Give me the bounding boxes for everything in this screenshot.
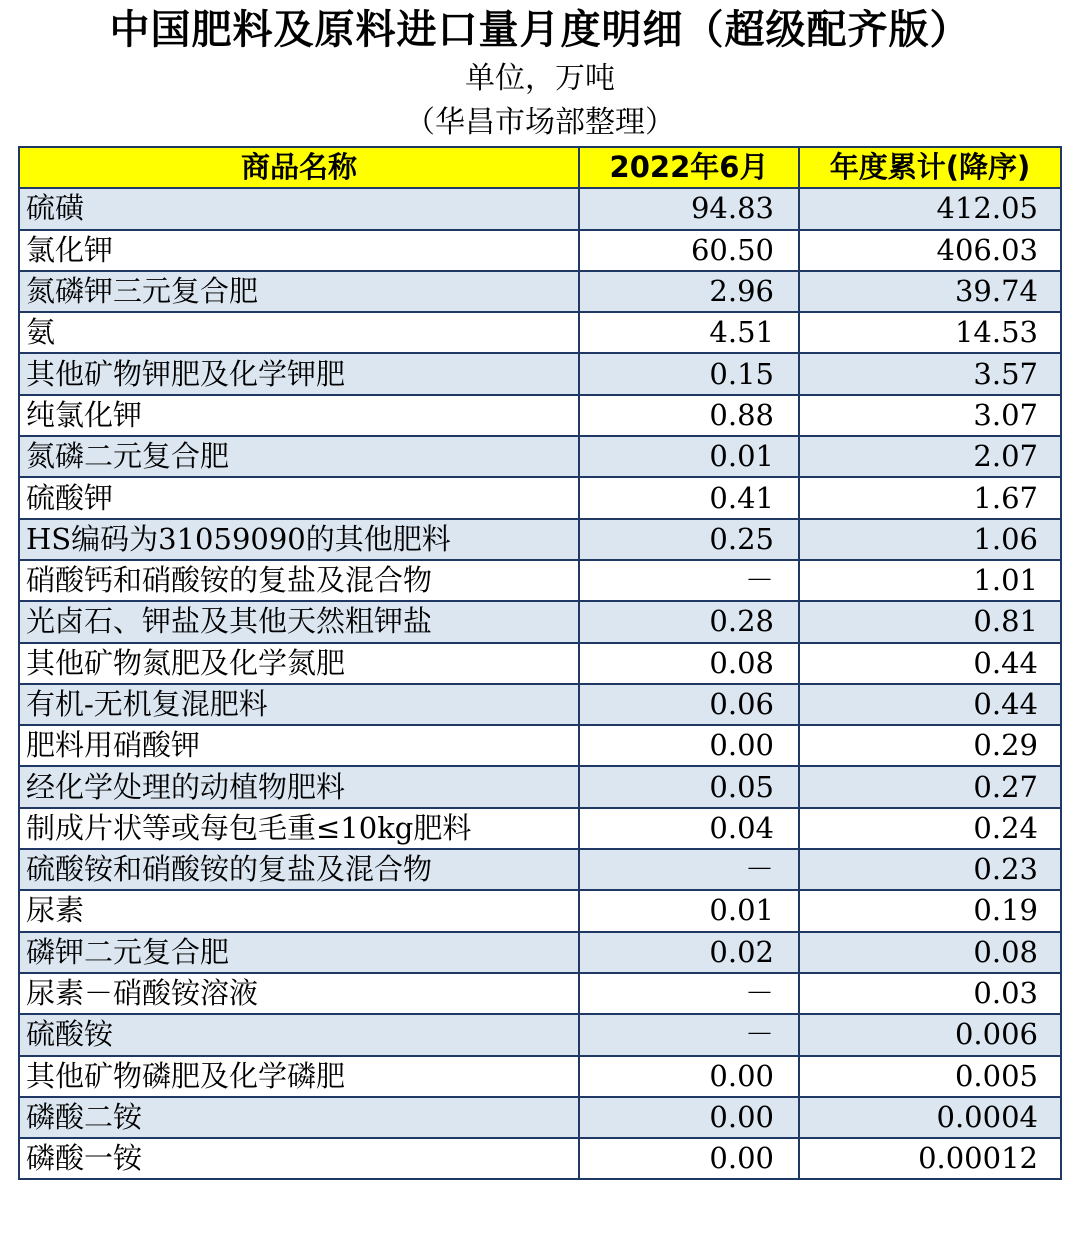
ytd-value-cell: 14.53	[799, 312, 1061, 353]
product-name-cell: 尿素	[19, 890, 579, 931]
ytd-value-cell: 0.27	[799, 766, 1061, 807]
ytd-value-cell: 412.05	[799, 188, 1061, 229]
table-row	[19, 436, 1061, 477]
month-value-cell: 0.01	[579, 436, 799, 477]
month-value-cell: －	[579, 1014, 799, 1055]
unit-label: 单位，万吨	[465, 61, 615, 96]
product-name-cell: 硫酸铵	[19, 1014, 579, 1055]
month-value-cell: 4.51	[579, 312, 799, 353]
ytd-value-cell: 0.00012	[799, 1138, 1061, 1179]
table-row	[19, 973, 1061, 1014]
month-value-cell: 0.41	[579, 477, 799, 518]
ytd-value-cell: 0.08	[799, 932, 1061, 973]
ytd-value-cell: 0.19	[799, 890, 1061, 931]
month-value-cell: －	[579, 973, 799, 1014]
product-name-cell: 氮磷二元复合肥	[19, 436, 579, 477]
source-label: （华昌市场部整理）	[405, 105, 675, 140]
product-name-cell: 硫酸铵和硝酸铵的复盐及混合物	[19, 849, 579, 890]
product-name-cell: 光卤石、钾盐及其他天然粗钾盐	[19, 601, 579, 642]
table-row	[19, 519, 1061, 560]
table-row	[19, 271, 1061, 312]
ytd-value-cell: 3.57	[799, 353, 1061, 394]
table-row	[19, 312, 1061, 353]
table-row	[19, 725, 1061, 766]
month-value-cell: 0.88	[579, 395, 799, 436]
product-name-cell: 纯氯化钾	[19, 395, 579, 436]
ytd-value-cell: 0.81	[799, 601, 1061, 642]
table-row	[19, 684, 1061, 725]
ytd-value-cell: 1.06	[799, 519, 1061, 560]
ytd-value-cell: 0.005	[799, 1056, 1061, 1097]
table-row	[19, 1056, 1061, 1097]
table-row	[19, 188, 1061, 229]
month-value-cell: 2.96	[579, 271, 799, 312]
header-ytd: 年度累计(降序)	[799, 147, 1061, 188]
month-value-cell: 60.50	[579, 230, 799, 271]
product-name-cell: 硝酸钙和硝酸铵的复盐及混合物	[19, 560, 579, 601]
ytd-value-cell: 1.67	[799, 477, 1061, 518]
ytd-value-cell: 0.24	[799, 808, 1061, 849]
month-value-cell: 0.00	[579, 1056, 799, 1097]
table-row	[19, 477, 1061, 518]
table-row	[19, 1097, 1061, 1138]
product-name-cell: 其他矿物钾肥及化学钾肥	[19, 353, 579, 394]
ytd-value-cell: 0.03	[799, 973, 1061, 1014]
table-row	[19, 560, 1061, 601]
table-row	[19, 601, 1061, 642]
product-name-cell: 氮磷钾三元复合肥	[19, 271, 579, 312]
month-value-cell: －	[579, 849, 799, 890]
ytd-value-cell: 0.44	[799, 684, 1061, 725]
table-body	[19, 188, 1061, 1179]
product-name-cell: 磷酸二铵	[19, 1097, 579, 1138]
month-value-cell: 0.15	[579, 353, 799, 394]
product-name-cell: 硫磺	[19, 188, 579, 229]
header-product-name: 商品名称	[19, 147, 579, 188]
month-value-cell: 0.04	[579, 808, 799, 849]
table-row	[19, 1014, 1061, 1055]
table-row	[19, 643, 1061, 684]
month-value-cell: 0.28	[579, 601, 799, 642]
import-volume-table	[18, 146, 1062, 1180]
table-row	[19, 1138, 1061, 1179]
month-value-cell: 0.06	[579, 684, 799, 725]
table-row	[19, 932, 1061, 973]
product-name-cell: 磷酸一铵	[19, 1138, 579, 1179]
month-value-cell: 0.08	[579, 643, 799, 684]
product-name-cell: 经化学处理的动植物肥料	[19, 766, 579, 807]
product-name-cell: HS编码为31059090的其他肥料	[19, 519, 579, 560]
table-row	[19, 766, 1061, 807]
ytd-value-cell: 0.29	[799, 725, 1061, 766]
product-name-cell: 有机-无机复混肥料	[19, 684, 579, 725]
product-name-cell: 制成片状等或每包毛重≤10kg肥料	[19, 808, 579, 849]
table-row	[19, 808, 1061, 849]
table-row	[19, 353, 1061, 394]
table-header-row	[19, 147, 1061, 188]
page-title: 中国肥料及原料进口量月度明细（超级配齐版）	[109, 7, 971, 53]
table-row	[19, 230, 1061, 271]
ytd-value-cell: 0.44	[799, 643, 1061, 684]
product-name-cell: 肥料用硝酸钾	[19, 725, 579, 766]
product-name-cell: 磷钾二元复合肥	[19, 932, 579, 973]
month-value-cell: 0.25	[579, 519, 799, 560]
ytd-value-cell: 0.23	[799, 849, 1061, 890]
month-value-cell: －	[579, 560, 799, 601]
month-value-cell: 94.83	[579, 188, 799, 229]
ytd-value-cell: 0.0004	[799, 1097, 1061, 1138]
month-value-cell: 0.02	[579, 932, 799, 973]
table-row	[19, 849, 1061, 890]
header-month: 2022年6月	[579, 147, 799, 188]
table-row	[19, 395, 1061, 436]
month-value-cell: 0.00	[579, 725, 799, 766]
month-value-cell: 0.01	[579, 890, 799, 931]
product-name-cell: 硫酸钾	[19, 477, 579, 518]
ytd-value-cell: 3.07	[799, 395, 1061, 436]
ytd-value-cell: 0.006	[799, 1014, 1061, 1055]
month-value-cell: 0.00	[579, 1097, 799, 1138]
product-name-cell: 其他矿物氮肥及化学氮肥	[19, 643, 579, 684]
ytd-value-cell: 406.03	[799, 230, 1061, 271]
table-row	[19, 890, 1061, 931]
month-value-cell: 0.05	[579, 766, 799, 807]
product-name-cell: 氨	[19, 312, 579, 353]
product-name-cell: 尿素－硝酸铵溶液	[19, 973, 579, 1014]
product-name-cell: 其他矿物磷肥及化学磷肥	[19, 1056, 579, 1097]
ytd-value-cell: 39.74	[799, 271, 1061, 312]
product-name-cell: 氯化钾	[19, 230, 579, 271]
ytd-value-cell: 1.01	[799, 560, 1061, 601]
month-value-cell: 0.00	[579, 1138, 799, 1179]
ytd-value-cell: 2.07	[799, 436, 1061, 477]
